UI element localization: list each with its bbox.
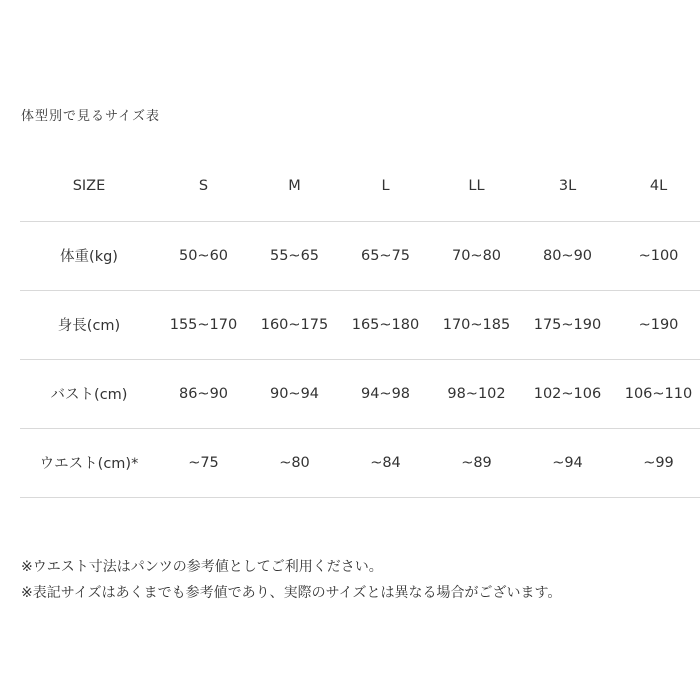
table-cell: 98~102 — [431, 359, 522, 428]
row-label: 体重(kg) — [20, 221, 158, 290]
row-label: ウエスト(cm)* — [20, 428, 158, 497]
table-cell: ~89 — [431, 428, 522, 497]
table-cell: ~75 — [158, 428, 249, 497]
page-title: 体型別で見るサイズ表 — [21, 109, 160, 124]
table-cell: 102~106 — [522, 359, 613, 428]
table-cell: 155~170 — [158, 290, 249, 359]
table-cell: ~99 — [613, 428, 700, 497]
size-header-cell: M — [288, 178, 301, 195]
table-row-bust — [20, 359, 700, 428]
notes — [21, 554, 561, 606]
row-label: 身長(cm) — [20, 290, 158, 359]
table-cell: 175~190 — [522, 290, 613, 359]
table-cell: 55~65 — [249, 221, 340, 290]
table-row-waist — [20, 428, 700, 497]
row-label: バスト(cm) — [20, 359, 158, 428]
table-cell: 80~90 — [522, 221, 613, 290]
table-cell: 50~60 — [158, 221, 249, 290]
table-cell: 94~98 — [340, 359, 431, 428]
size-header-cell: L — [381, 178, 390, 195]
table-cell: ~190 — [613, 290, 700, 359]
size-header-cell: 3L — [558, 178, 577, 195]
note-reference: ※表記サイズはあくまでも参考値であり、実際のサイズとは異なる場合がございます。 — [21, 585, 562, 601]
table-cell: 90~94 — [249, 359, 340, 428]
table-cell: 86~90 — [158, 359, 249, 428]
table-cell: ~84 — [340, 428, 431, 497]
table-row-height — [20, 290, 700, 359]
table-cell: ~80 — [249, 428, 340, 497]
table-cell: 165~180 — [340, 290, 431, 359]
note-waist: ※ウエスト寸法はパンツの参考値としてご利用ください。 — [21, 559, 383, 575]
table-cell: 106~110 — [613, 359, 700, 428]
table-cell: 65~75 — [340, 221, 431, 290]
size-table — [20, 152, 700, 498]
size-header-label: SIZE — [72, 178, 106, 195]
table-cell: ~94 — [522, 428, 613, 497]
size-header-cell: LL — [468, 178, 485, 195]
table-cell: 160~175 — [249, 290, 340, 359]
size-header-cell: 4L — [649, 178, 668, 195]
table-cell: ~100 — [613, 221, 700, 290]
table-cell: 170~185 — [431, 290, 522, 359]
table-header-row — [20, 152, 700, 221]
size-header-cell: S — [198, 178, 209, 195]
table-row-weight — [20, 221, 700, 290]
table-cell: 70~80 — [431, 221, 522, 290]
